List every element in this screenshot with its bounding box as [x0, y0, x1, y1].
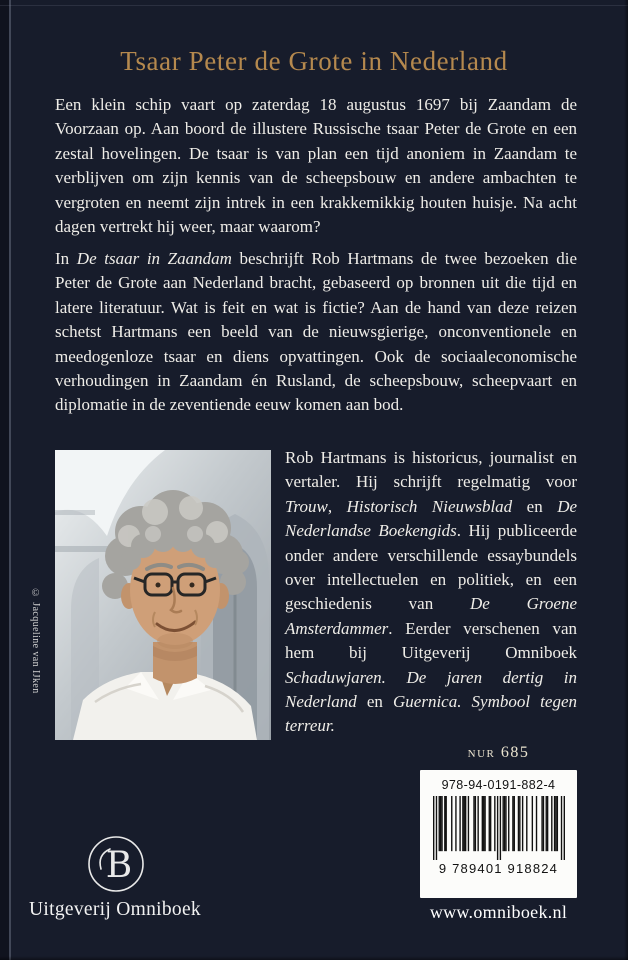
photo-credit: © Jacqueline van IJken: [30, 588, 41, 694]
scan-edge-right: [624, 0, 628, 960]
scan-edge-top: [0, 5, 628, 6]
publisher-logo: [84, 834, 148, 898]
ean-digits: 9 789401 918824: [438, 861, 559, 876]
barcode-panel: [420, 770, 577, 898]
author-bio: Rob Hartmans is historicus, journalist en vertaler. Hij schrijft regelmatig voor Trouw, Historisch Nieuwsblad en De Nederlandse Boekengids. Hij publiceerde onder andere verschillende essaybundels over intellectuelen en politiek, en een geschiedenis van De Groene Amsterdammer. Eerder verschenen van hem bij Uitgeverij Omniboek Schaduwjaren. De jaren dertig in Nederland en Guernica. Symbool tegen terreur.: [285, 448, 578, 736]
logo-monogram-letter: B: [105, 845, 133, 886]
scan-edge-spine-line: [9, 0, 11, 960]
scan-edge-bottom: [0, 956, 628, 960]
isbn-number: 978-94-0191-882-4: [441, 778, 556, 792]
blurb-paragraph-1: Een klein schip vaart op zaterdag 18 augustus 1697 bij Zaandam de Voorzaan op. Aan boord de illustere Russische tsaar Peter de Grote en een zestal hovelingen. De tsaar is van plan een tijd anoniem in Zaandam te verblijven om zijn kennis van de scheepsbouw en andere ambachten te vergroten en neemt zijn intrek in een krakkemikkig houten huisje. Na acht dagen vertrekt hij weer, maar waarom?: [55, 95, 577, 237]
nur-code: nur 685: [467, 744, 530, 761]
book-title: Tsaar Peter de Grote in Nederland: [120, 46, 508, 76]
scan-edge-spine-shadow: [0, 0, 9, 960]
blurb-paragraph-2: In De tsaar in Zaandam beschrijft Rob Hartmans de twee bezoeken die Peter de Grote aan Nederland bracht, gebaseerd op bronnen uit die tijd en latere literatuur. Wat is feit en wat is fictie? Aan de hand van deze reizen schetst Hartmans een beeld van de nieuwsgierige, onconventionele en meedogenloze tsaar en diens opvattingen. Ook de sociaaleconomische verhoudingen in Zaandam én Rusland, de scheepsbouw, scheepvaart en diplomatie in de zeventiende eeuw komen aan bod.: [55, 249, 577, 415]
publisher-name: Uitgeverij Omniboek: [29, 899, 201, 920]
author-photo: [55, 450, 271, 740]
publisher-website: www.omniboek.nl: [429, 902, 568, 922]
author-photo-illustration: [55, 450, 271, 740]
omniboek-monogram-circle-icon: [84, 834, 148, 898]
ean-barcode-icon: [433, 796, 565, 860]
